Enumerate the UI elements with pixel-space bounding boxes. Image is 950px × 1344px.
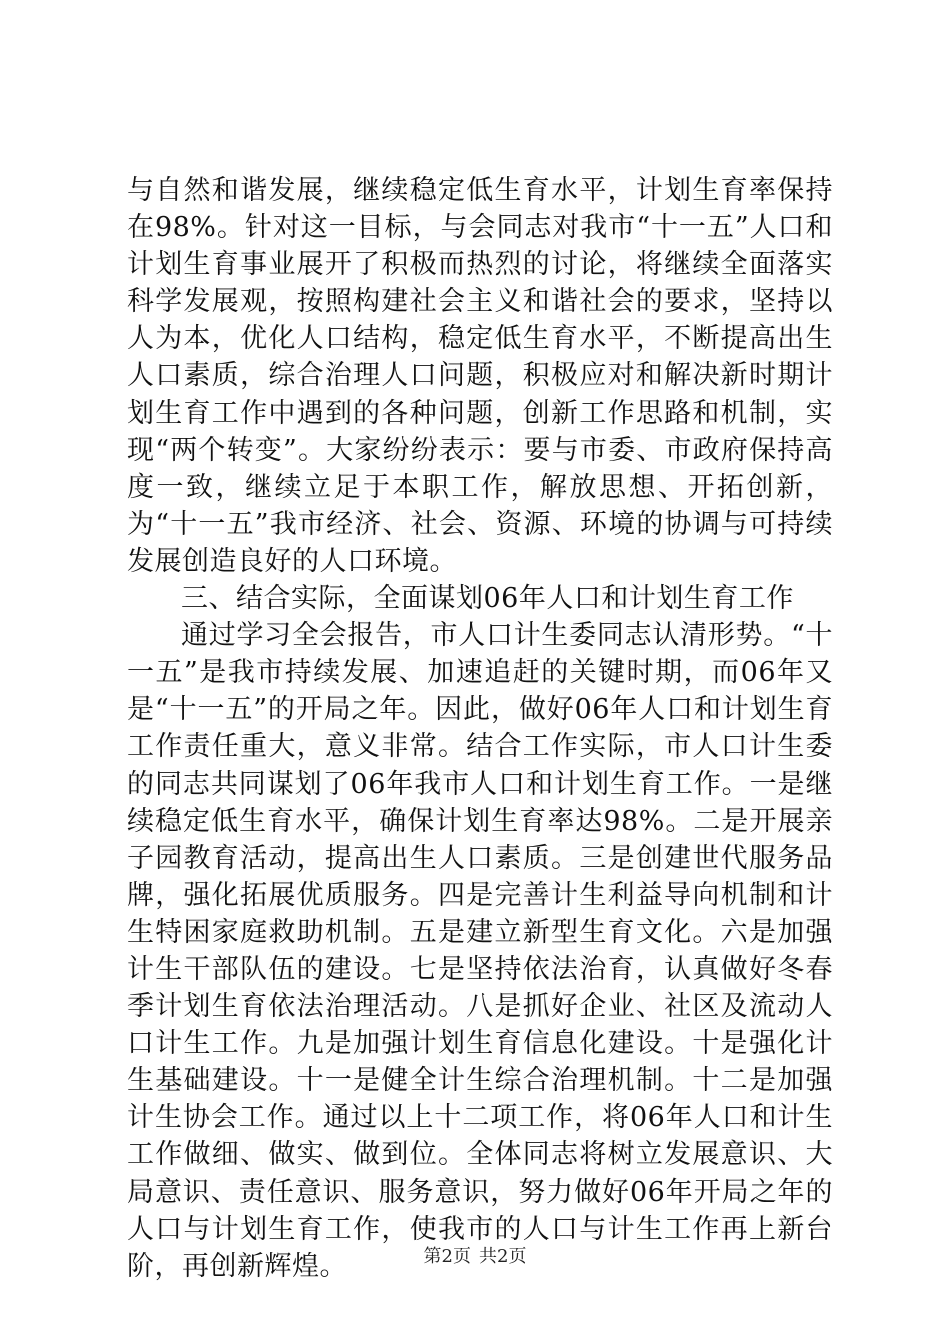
page-number: 第2页 (423, 1246, 471, 1267)
page-footer (0, 1245, 950, 1269)
paragraph-continuation: 与自然和谐发展，继续稳定低生育水平，计划生育率保持在98%。针对这一目标，与会同志对我市“十一五”人口和计划生育事业展开了积极而热烈的讨论，将继续全面落实科学发展观，按照构建社会主义和谐社会的要求，坚持以人为本，优化人口结构，稳定低生育水平，不断提高出生人口素质，综合治理人口问题，积极应对和解决新时期计划生育工作中遇到的各种问题，创新工作思路和机制，实现“两个转变”。大家纷纷表示：要与市委、市政府保持高度一致，继续立足于本职工作，解放思想、开拓创新，为“十一五”我市经济、社会、资源、环境的协调与可持续发展创造良好的人口环境。 (127, 175, 833, 577)
page-total: 共2页 (479, 1246, 527, 1267)
paragraph-plan: 通过学习全会报告，市人口计生委同志认清形势。“十一五”是我市持续发展、加速追赶的关键时期，而06年又是“十一五”的开局之年。因此，做好06年人口和计划生育工作责任重大，意义非常。结合工作实际，市人口计生委的同志共同谋划了06年我市人口和计划生育工作。一是继续稳定低生育水平，确保计划生育率达98%。二是开展亲子园教育活动，提高出生人口素质。三是创建世代服务品牌，强化拓展优质服务。四是完善计生利益导向机制和计生特困家庭救助机制。五是建立新型生育文化。六是加强计生干部队伍的建设。七是坚持依法治育，认真做好冬春季计划生育依法治理活动。八是抓好企业、社区及流动人口计生工作。九是加强计划生育信息化建设。十是强化计生基础建设。十一是健全计生综合治理机制。十二是加强计生协会工作。通过以上十二项工作，将06年人口和计生工作做细、做实、做到位。全体同志将树立发展意识、大局意识、责任意识、服务意识，努力做好06年开局之年的人口与计划生育工作，使我市的人口与计生工作再上新台阶，再创新辉煌。 (127, 620, 833, 1282)
document-body (127, 172, 833, 1285)
section-heading: 三、结合实际，全面谋划06年人口和计划生育工作 (181, 583, 794, 615)
